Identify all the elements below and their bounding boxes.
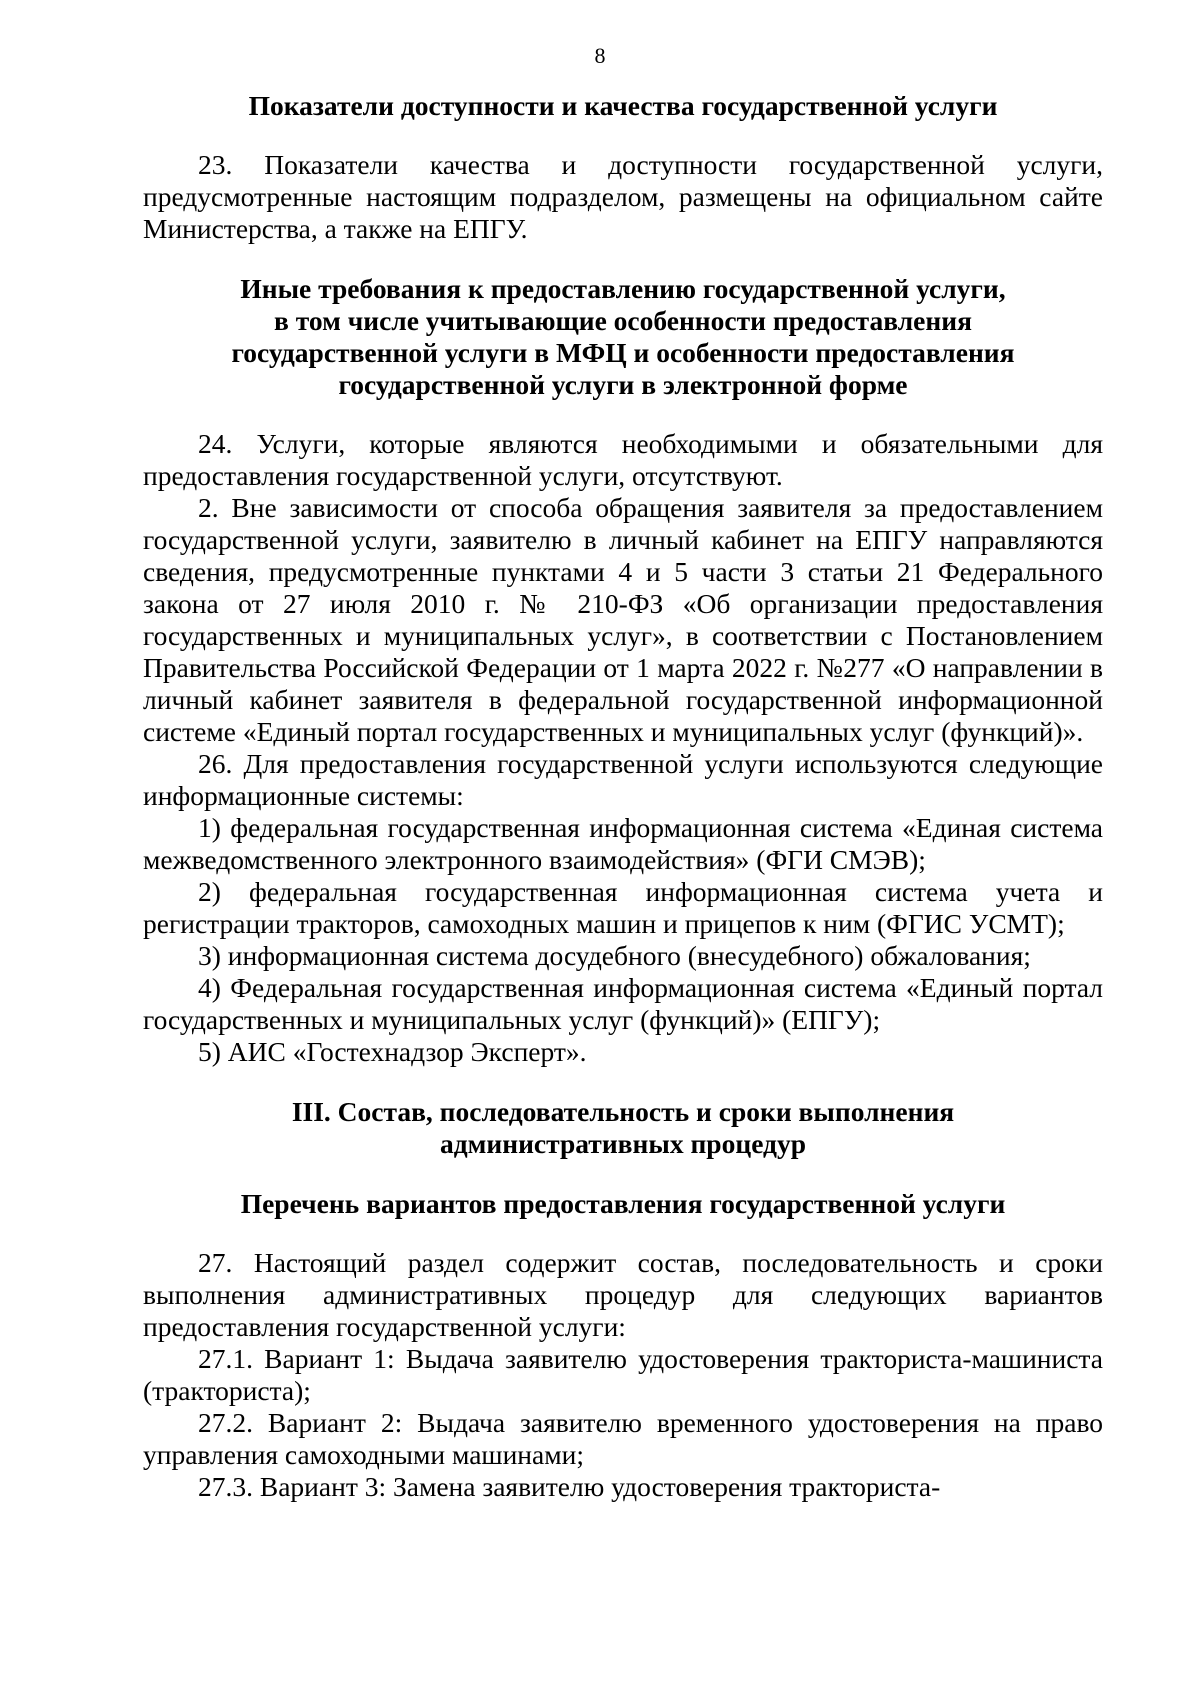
page-number: 8 (594, 43, 606, 68)
list-item: 4) Федеральная государственная информационная система «Единый портал государственных и муниципальных услуг (функций)» (ЕПГУ); (143, 972, 1103, 1035)
list-item: 27.1. Вариант 1: Выдача заявителю удостоверения тракториста-машиниста (тракториста); (143, 1343, 1103, 1406)
list-item: 27.2. Вариант 2: Выдача заявителю временного удостоверения на право управления самоходными машинами; (143, 1407, 1103, 1470)
heading-line: III. Состав, последовательность и сроки выполнения (291, 1096, 955, 1127)
heading-line: в том числе учитывающие особенности предоставления (274, 305, 972, 336)
heading-variants-list: Перечень вариантов предоставления государственной услуги (240, 1188, 1006, 1219)
document-content (143, 90, 1103, 1503)
list-item: 1) федеральная государственная информационная система «Единая система межведомственного электронного взаимодействия» (ФГИ СМЭВ); (143, 812, 1103, 875)
list-item: 27.3. Вариант 3: Замена заявителю удостоверения тракториста- (198, 1471, 941, 1502)
list-item: 3) информационная система досудебного (внесудебного) обжалования; (198, 940, 1031, 971)
heading-other-requirements (143, 273, 1103, 401)
heading-line: Иные требования к предоставлению государственной услуги, (240, 273, 1006, 304)
list-item: 5) АИС «Гостехнадзор Эксперт». (198, 1036, 587, 1067)
heading-line: административных процедур (440, 1128, 806, 1159)
paragraph-2: 2. Вне зависимости от способа обращения заявителя за предоставлением государственной услуги, заявителю в личный кабинет на ЕПГУ направляются сведения, предусмотренные пунктами 4 и 5 части 3 статьи 21 Федерального закона от 27 июля 2010 г. № 210-ФЗ «Об организации предоставления государственных и муниципальных услуг», в соответствии с Постановлением Правительства Российской Федерации от 1 марта 2022 г. №277 «О направлении в личный кабинет заявителя в федеральной государственной информационной системе «Единый портал государственных и муниципальных услуг (функций)». (143, 492, 1103, 747)
heading-section-iii (143, 1096, 1103, 1160)
heading-availability-quality: Показатели доступности и качества государственной услуги (248, 90, 998, 121)
paragraph-26: 26. Для предоставления государственной услуги используются следующие информационные системы: (143, 748, 1103, 811)
paragraph-27: 27. Настоящий раздел содержит состав, последовательность и сроки выполнения административных процедур для следующих вариантов предоставления государственной услуги: (143, 1247, 1103, 1342)
heading-line: государственной услуги в электронной форме (338, 369, 908, 400)
list-item: 2) федеральная государственная информационная система учета и регистрации тракторов, самоходных машин и прицепов к ним (ФГИС УСМТ); (143, 876, 1103, 939)
paragraph-24: 24. Услуги, которые являются необходимыми и обязательными для предоставления государственной услуги, отсутствуют. (143, 428, 1103, 491)
heading-line: государственной услуги в МФЦ и особенности предоставления (231, 337, 1015, 368)
paragraph-23: 23. Показатели качества и доступности государственной услуги, предусмотренные настоящим подразделом, размещены на официальном сайте Министерства, а также на ЕПГУ. (143, 149, 1103, 244)
